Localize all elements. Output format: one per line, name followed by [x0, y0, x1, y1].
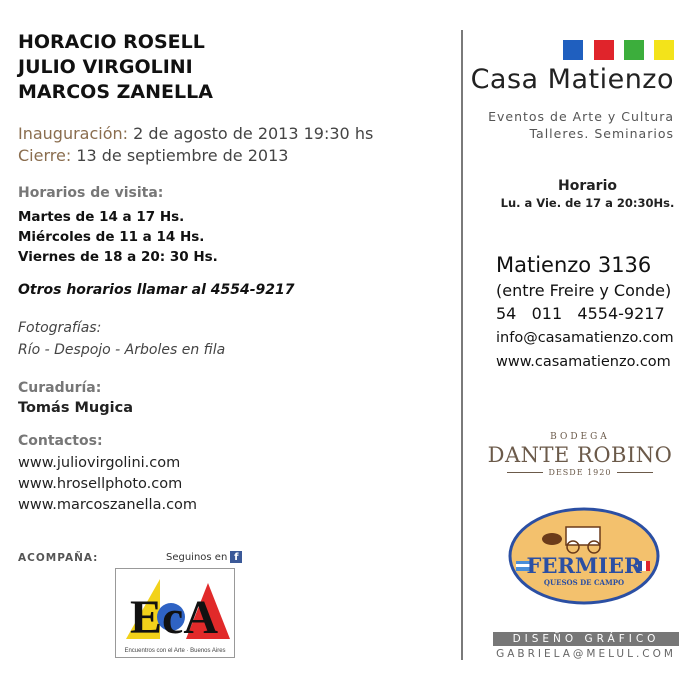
- column-divider: [461, 30, 463, 660]
- dante-since: DESDE 1920: [548, 468, 612, 477]
- dante-name: DANTE ROBINO: [487, 443, 673, 467]
- artist-name: JULIO VIRGOLINI: [18, 56, 193, 78]
- eca-logo-letters: EcA: [130, 591, 218, 644]
- opening-label: Inauguración:: [18, 124, 129, 143]
- address-web[interactable]: www.casamatienzo.com: [496, 354, 671, 370]
- sponsor-label: ACOMPAÑA:: [18, 552, 99, 564]
- address-between: (entre Freire y Conde): [496, 281, 672, 300]
- visit-hours-title: Horarios de visita:: [18, 185, 164, 201]
- eca-caption: Encuentros con el Arte · Buenos Aires: [124, 648, 226, 654]
- address-street: Matienzo 3136: [496, 253, 652, 277]
- photos-title: Fotografías:: [18, 320, 102, 336]
- follow-label: Seguinos en: [166, 551, 228, 563]
- fermier-logo-graphic: [508, 507, 660, 605]
- dante-since-row: [480, 468, 680, 477]
- facebook-icon: f: [230, 551, 242, 563]
- eca-logo-graphic: [116, 569, 234, 657]
- fermier-sub: QUESOS DE CAMPO: [543, 578, 625, 587]
- address-email[interactable]: info@casamatienzo.com: [496, 330, 674, 346]
- dante-rule: [617, 472, 653, 473]
- address-block: [496, 250, 674, 374]
- fermier-name: FERMIER: [526, 553, 642, 578]
- dante-robino-logo: [480, 432, 680, 477]
- dante-top: BODEGA: [550, 432, 610, 442]
- brand-square: [654, 40, 674, 60]
- photos-list: Río - Despojo - Arboles en fila: [18, 342, 226, 358]
- visit-hours-line: Miércoles de 11 a 14 Hs.: [18, 229, 205, 245]
- follow-us[interactable]: [166, 551, 242, 563]
- hours-title: Horario: [557, 178, 617, 194]
- dante-rule: [507, 472, 543, 473]
- other-hours-note: Otros horarios llamar al 4554-9217: [18, 282, 295, 298]
- venue-subtitle: [488, 108, 674, 142]
- hours-value: Lu. a Vie. de 17 a 20:30Hs.: [500, 196, 675, 210]
- closing-value: 13 de septiembre de 2013: [76, 146, 289, 165]
- contact-link[interactable]: www.marcoszanella.com: [18, 497, 198, 513]
- venue-logo-name: Casa Matienzo: [470, 64, 674, 95]
- visit-hours-line: Martes de 14 a 17 Hs.: [18, 209, 185, 225]
- dates-block: [18, 123, 373, 167]
- contact-link[interactable]: www.juliovirgolini.com: [18, 455, 181, 471]
- contact-link[interactable]: www.hrosellphoto.com: [18, 476, 183, 492]
- contacts-title: Contactos:: [18, 433, 103, 449]
- curator-title: Curaduría:: [18, 380, 102, 396]
- brand-square: [594, 40, 614, 60]
- brand-square: [563, 40, 583, 60]
- artist-name: HORACIO ROSELL: [18, 31, 205, 53]
- contacts-list: [18, 453, 197, 516]
- closing-label: Cierre:: [18, 146, 72, 165]
- artist-name: MARCOS ZANELLA: [18, 81, 213, 103]
- hours-block: [480, 178, 695, 210]
- artists-list: [18, 30, 213, 105]
- venue-subtitle-line: Talleres. Seminarios: [529, 126, 674, 141]
- opening-value: 2 de agosto de 2013 19:30 hs: [133, 124, 374, 143]
- fermier-logo: [508, 507, 660, 605]
- visit-hours-list: [18, 207, 218, 267]
- design-credit-email[interactable]: GABRIELA@MELUL.COM: [496, 648, 676, 660]
- visit-hours-line: Viernes de 18 a 20: 30 Hs.: [18, 249, 218, 265]
- curator-name: Tomás Mugica: [18, 400, 133, 416]
- address-phone: 54 011 4554-9217: [496, 304, 665, 323]
- closing-line: [18, 145, 373, 167]
- design-credit-label: DISEÑO GRÁFICO: [493, 632, 679, 646]
- eca-logo: [115, 568, 235, 658]
- opening-line: [18, 123, 373, 145]
- venue-subtitle-line: Eventos de Arte y Cultura: [488, 109, 674, 124]
- brand-square: [624, 40, 644, 60]
